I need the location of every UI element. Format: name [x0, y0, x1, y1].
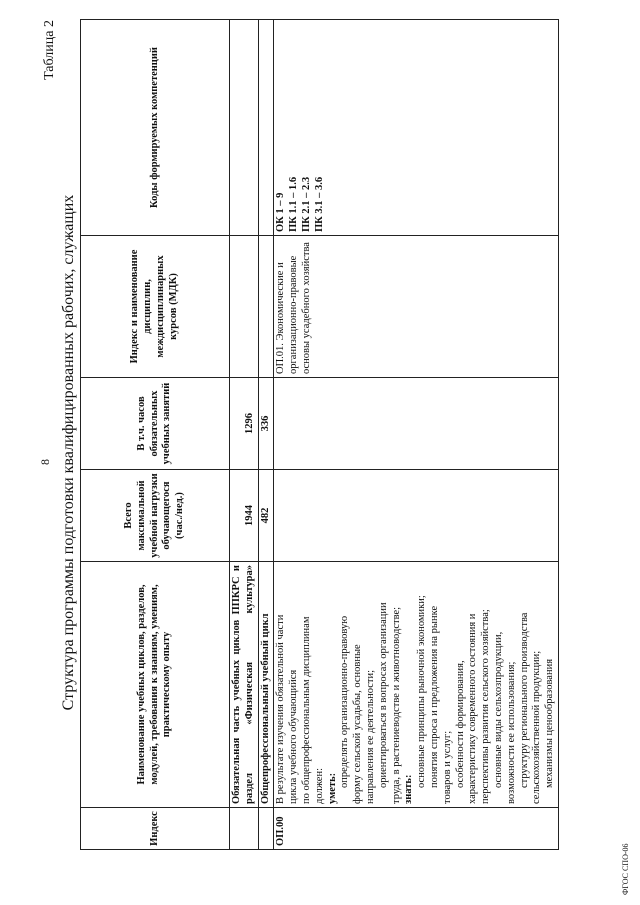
requirement-line: цикла учебного обучающийся [288, 669, 300, 804]
requirement-line: должен: [313, 767, 325, 804]
requirement-line: форму сельской усадьбы, основные [352, 644, 364, 804]
requirement-line: определять организационно-правовую [339, 615, 351, 788]
mandatory-part-max-load: 1944 [230, 470, 259, 562]
competence-code: ПК 2.1 – 2.3 [300, 176, 312, 232]
header-competences: Коды формируемых компетенций [81, 20, 230, 236]
op01-discipline: ОП.01. Экономические и организационно-правовые основы усадебного хозяйства [274, 236, 559, 378]
cell-mandatory-hours [274, 378, 559, 470]
requirement-line: труда, в растениеводстве и животноводстве; [390, 606, 402, 804]
op00-requirements [274, 562, 559, 808]
competence-code: ПК 3.1 – 3.6 [313, 176, 325, 232]
requirement-line: основные виды сельхозпродукции, [492, 631, 504, 788]
mandatory-part-name: Обязательная часть учебных циклов ППКРС и раздел «Физическая культура» [230, 562, 259, 808]
requirement-line: механизмы ценообразования [544, 658, 556, 788]
table-label: Таблица 2 [42, 20, 57, 80]
header-mandatory-hours: В т.ч. часов обязательных учебных занятий [81, 378, 230, 470]
header-row [81, 20, 230, 850]
header-index: Индекс [81, 808, 230, 850]
competence-code: ОК 1 – 9 [275, 192, 287, 232]
op00-competences [274, 20, 559, 236]
requirement-line: перспективы развития сельского хозяйства; [480, 609, 492, 804]
header-mdk: Индекс и наименование дисциплин, междисциплинарных курсов (МДК) [81, 236, 230, 378]
cell-index [230, 808, 259, 850]
requirement-line: направления ее деятельности; [364, 669, 376, 804]
requirement-line: В результате изучения обязательной части [275, 614, 287, 804]
requirement-line: основные принципы рыночной экономики; [416, 595, 428, 788]
cell-competences [230, 20, 259, 236]
table-row [258, 20, 274, 850]
cell-max-load [274, 470, 559, 562]
general-cycle-name: Общепрофессиональный учебный цикл [258, 562, 274, 808]
requirement-heading: знать: [403, 774, 415, 804]
cell-competences [258, 20, 274, 236]
table-row [274, 20, 559, 850]
requirement-heading: уметь: [326, 772, 338, 804]
requirement-line: ориентироваться в вопросах организации [377, 602, 389, 788]
table-row [230, 20, 259, 850]
cell-index [258, 808, 274, 850]
requirement-line: понятия спроса и предложения на рынке [428, 605, 440, 788]
page-number: 8 [38, 459, 52, 465]
requirement-line: структуру регионального производства [518, 612, 530, 788]
cell-mdk [258, 236, 274, 378]
footer-code: ФГОС СПО-06 [621, 843, 630, 895]
header-max-load: Всего максимальной учебной нагрузки обучающегося (час./нед.) [81, 470, 230, 562]
structure-table [80, 19, 559, 850]
op00-index: ОП.00 [274, 808, 559, 850]
requirement-line: возможности ее использования; [505, 661, 517, 804]
cell-mdk [230, 236, 259, 378]
requirement-line: по общепрофессиональным дисциплинам [300, 616, 312, 804]
requirement-line: характеристику современного состояния и [467, 613, 479, 804]
requirement-line: товаров и услуг; [441, 730, 453, 804]
general-cycle-hours: 336 [258, 378, 274, 470]
requirement-line: сельскохозяйственной продукции; [531, 650, 543, 804]
general-cycle-max-load: 482 [258, 470, 274, 562]
header-name: Наименование учебных циклов, разделов, модулей, требования к знаниям, умениям, практическому опыту [81, 562, 230, 808]
mandatory-part-hours: 1296 [230, 378, 259, 470]
competence-code: ПК 1.1 – 1.6 [288, 176, 300, 232]
page-title: Структура программы подготовки квалифицированных рабочих, служащих [60, 194, 77, 711]
requirement-line: особенности формирования, [454, 660, 466, 788]
